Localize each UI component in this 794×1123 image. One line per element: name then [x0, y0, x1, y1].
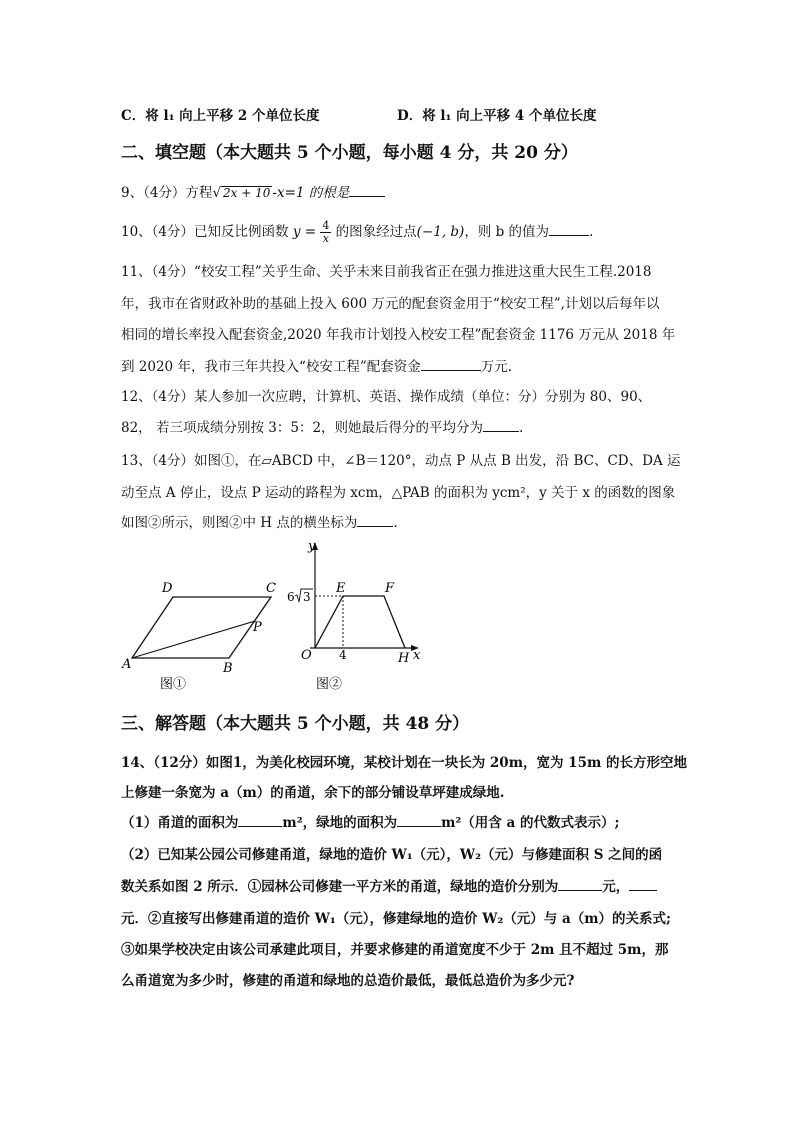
label-x: x	[413, 648, 421, 663]
q10-text-a: 10、（4分）已知反比例函数	[121, 224, 289, 240]
tick-label-4: 4	[339, 648, 347, 662]
q12-line-2-text: 82， 若三项成绩分别按 3：5：2，则她最后得分的平均分为	[121, 420, 484, 436]
label-d: D	[162, 581, 173, 596]
graph-polyline	[315, 596, 405, 648]
q11-line-1: 11、（4分）“校安工程”关乎生命、关乎未来目前我省正在强力推进这重大民生工程.2018	[121, 264, 652, 280]
q14-line-5	[121, 875, 657, 895]
q14-line-6: 元．②直接写出修建甬道的造价 W₁（元），修建绿地的造价 W₂（元）与 a（m）的关系式;	[121, 911, 672, 927]
label-y: y	[308, 539, 316, 554]
q10-fraction	[320, 220, 331, 245]
q11-blank	[421, 358, 481, 371]
q14-blank-4	[629, 878, 657, 891]
q11-line-3: 相同的增长率投入配套资金,2020 年我市计划投入校安工程”配套资金 1176 万元从 2018 年	[121, 327, 676, 343]
label-b: B	[223, 661, 233, 676]
parallelogram-abcd	[132, 597, 271, 658]
q14-blank-2	[397, 814, 441, 827]
label-a: A	[122, 657, 132, 672]
q12-blank	[483, 419, 519, 432]
q11-unit: 万元.	[480, 359, 513, 375]
q14-line-8: 么甬道宽为多少时，修建的甬道和绿地的总造价最低，最低总造价为多少元?	[121, 973, 575, 989]
q13-line-3-text: 如图②所示，则图②中 H 点的横坐标为	[121, 515, 358, 531]
question-9	[121, 181, 385, 201]
q13-line-2: 动至点 A 停止，设点 P 运动的路程为 xcm，△PAB 的面积为 ycm²，y 关于 x 的函数的图象	[121, 485, 676, 501]
label-c: C	[266, 581, 276, 596]
label-p: P	[253, 620, 262, 635]
label-o: O	[301, 648, 312, 663]
q10-denominator: x	[322, 232, 329, 245]
q9-text-a: 9、（4分）方程	[121, 185, 213, 201]
q12-line-2	[121, 416, 523, 436]
option-d: D．将 l₁ 向上平移 4 个单位长度	[397, 108, 597, 124]
q13-period: .	[393, 515, 398, 531]
tick-label-six: 6	[287, 590, 295, 604]
q14-blank-1	[238, 814, 282, 827]
q12-period: .	[519, 420, 524, 436]
q11-line-4	[121, 355, 512, 375]
sqrt-symbol: √	[212, 185, 222, 201]
q10-text-c: ，则 b 的值为	[464, 224, 550, 240]
q14-line-2: 上修建一条宽为 a（m）的甬道，余下的部分铺设草坪建成绿地.	[121, 785, 505, 801]
q14-part2-text-b: 元，	[602, 879, 630, 895]
q14-line-3	[121, 811, 619, 831]
q10-numerator: 4	[322, 219, 330, 232]
figure-1-caption: 图①	[160, 677, 187, 692]
q10-function-lhs: y =	[292, 224, 317, 240]
q10-blank	[549, 223, 589, 236]
q14-blank-3	[558, 878, 602, 891]
segment-ap	[132, 621, 255, 658]
tick-label-radicand: 3	[303, 590, 311, 604]
q10-period: .	[589, 224, 594, 240]
q13-blank	[357, 514, 393, 527]
q9-blank	[349, 184, 385, 197]
option-c: C．将 l₁ 向上平移 2 个单位长度	[121, 108, 320, 124]
label-f: F	[385, 581, 395, 596]
q14-part1-text-b: m²，绿地的面积为	[282, 815, 398, 831]
q9-radicand: 2x + 10	[223, 186, 271, 200]
label-e: E	[336, 581, 346, 596]
section-3-heading: 三、解答题（本大题共 5 个小题，共 48 分）	[121, 714, 470, 734]
q14-part1-text: （1）甬道的面积为	[121, 815, 239, 831]
figure-2-graph	[282, 538, 427, 693]
q10-text-b: 的图象经过点	[335, 224, 417, 240]
q13-line-1: 13、（4分）如图①，在▱ABCD 中，∠B＝120°，动点 P 从点 B 出发，沿 BC、CD、DA 运	[121, 453, 681, 469]
figure-1-parallelogram	[118, 574, 288, 694]
figure-2-caption: 图②	[316, 677, 343, 692]
question-10	[121, 220, 593, 245]
q10-point: (−1, b)	[416, 224, 465, 240]
label-h: H	[398, 651, 410, 666]
q14-part1-text-c: m²（用含 a 的代数式表示）;	[441, 815, 620, 831]
section-2-heading: 二、填空题（本大题共 5 个小题，每小题 4 分，共 20 分）	[121, 143, 578, 163]
q11-line-4-text: 到 2020 年，我市三年共投入“校安工程”配套资金	[121, 359, 421, 375]
q13-line-3	[121, 511, 398, 531]
q11-line-2: 年，我市在省财政补助的基础上投入 600 万元的配套资金用于“校安工程”,计划以后每年以	[121, 296, 660, 312]
q12-line-1: 12、（4分）某人参加一次应聘，计算机、英语、操作成绩（单位：分）分别为 80、90、	[121, 389, 652, 405]
q14-line-7: ③如果学校决定由该公司承建此项目，并要求修建的甬道宽度不少于 2m 且不超过 5m，那	[121, 942, 669, 958]
q14-line-4: （2）已知某公园公司修建甬道，绿地的造价 W₁（元），W₂（元）与修建面积 S 之间的函	[121, 847, 663, 863]
q9-text-b: -x=1 的根是	[272, 185, 350, 201]
q14-part2-text: 数关系如图 2 所示．①园林公司修建一平方米的甬道，绿地的造价分别为	[121, 879, 559, 895]
q14-line-1: 14、（12分）如图1，为美化校园环境，某校计划在一块长为 20m，宽为 15m 的长方形空地	[121, 755, 687, 771]
